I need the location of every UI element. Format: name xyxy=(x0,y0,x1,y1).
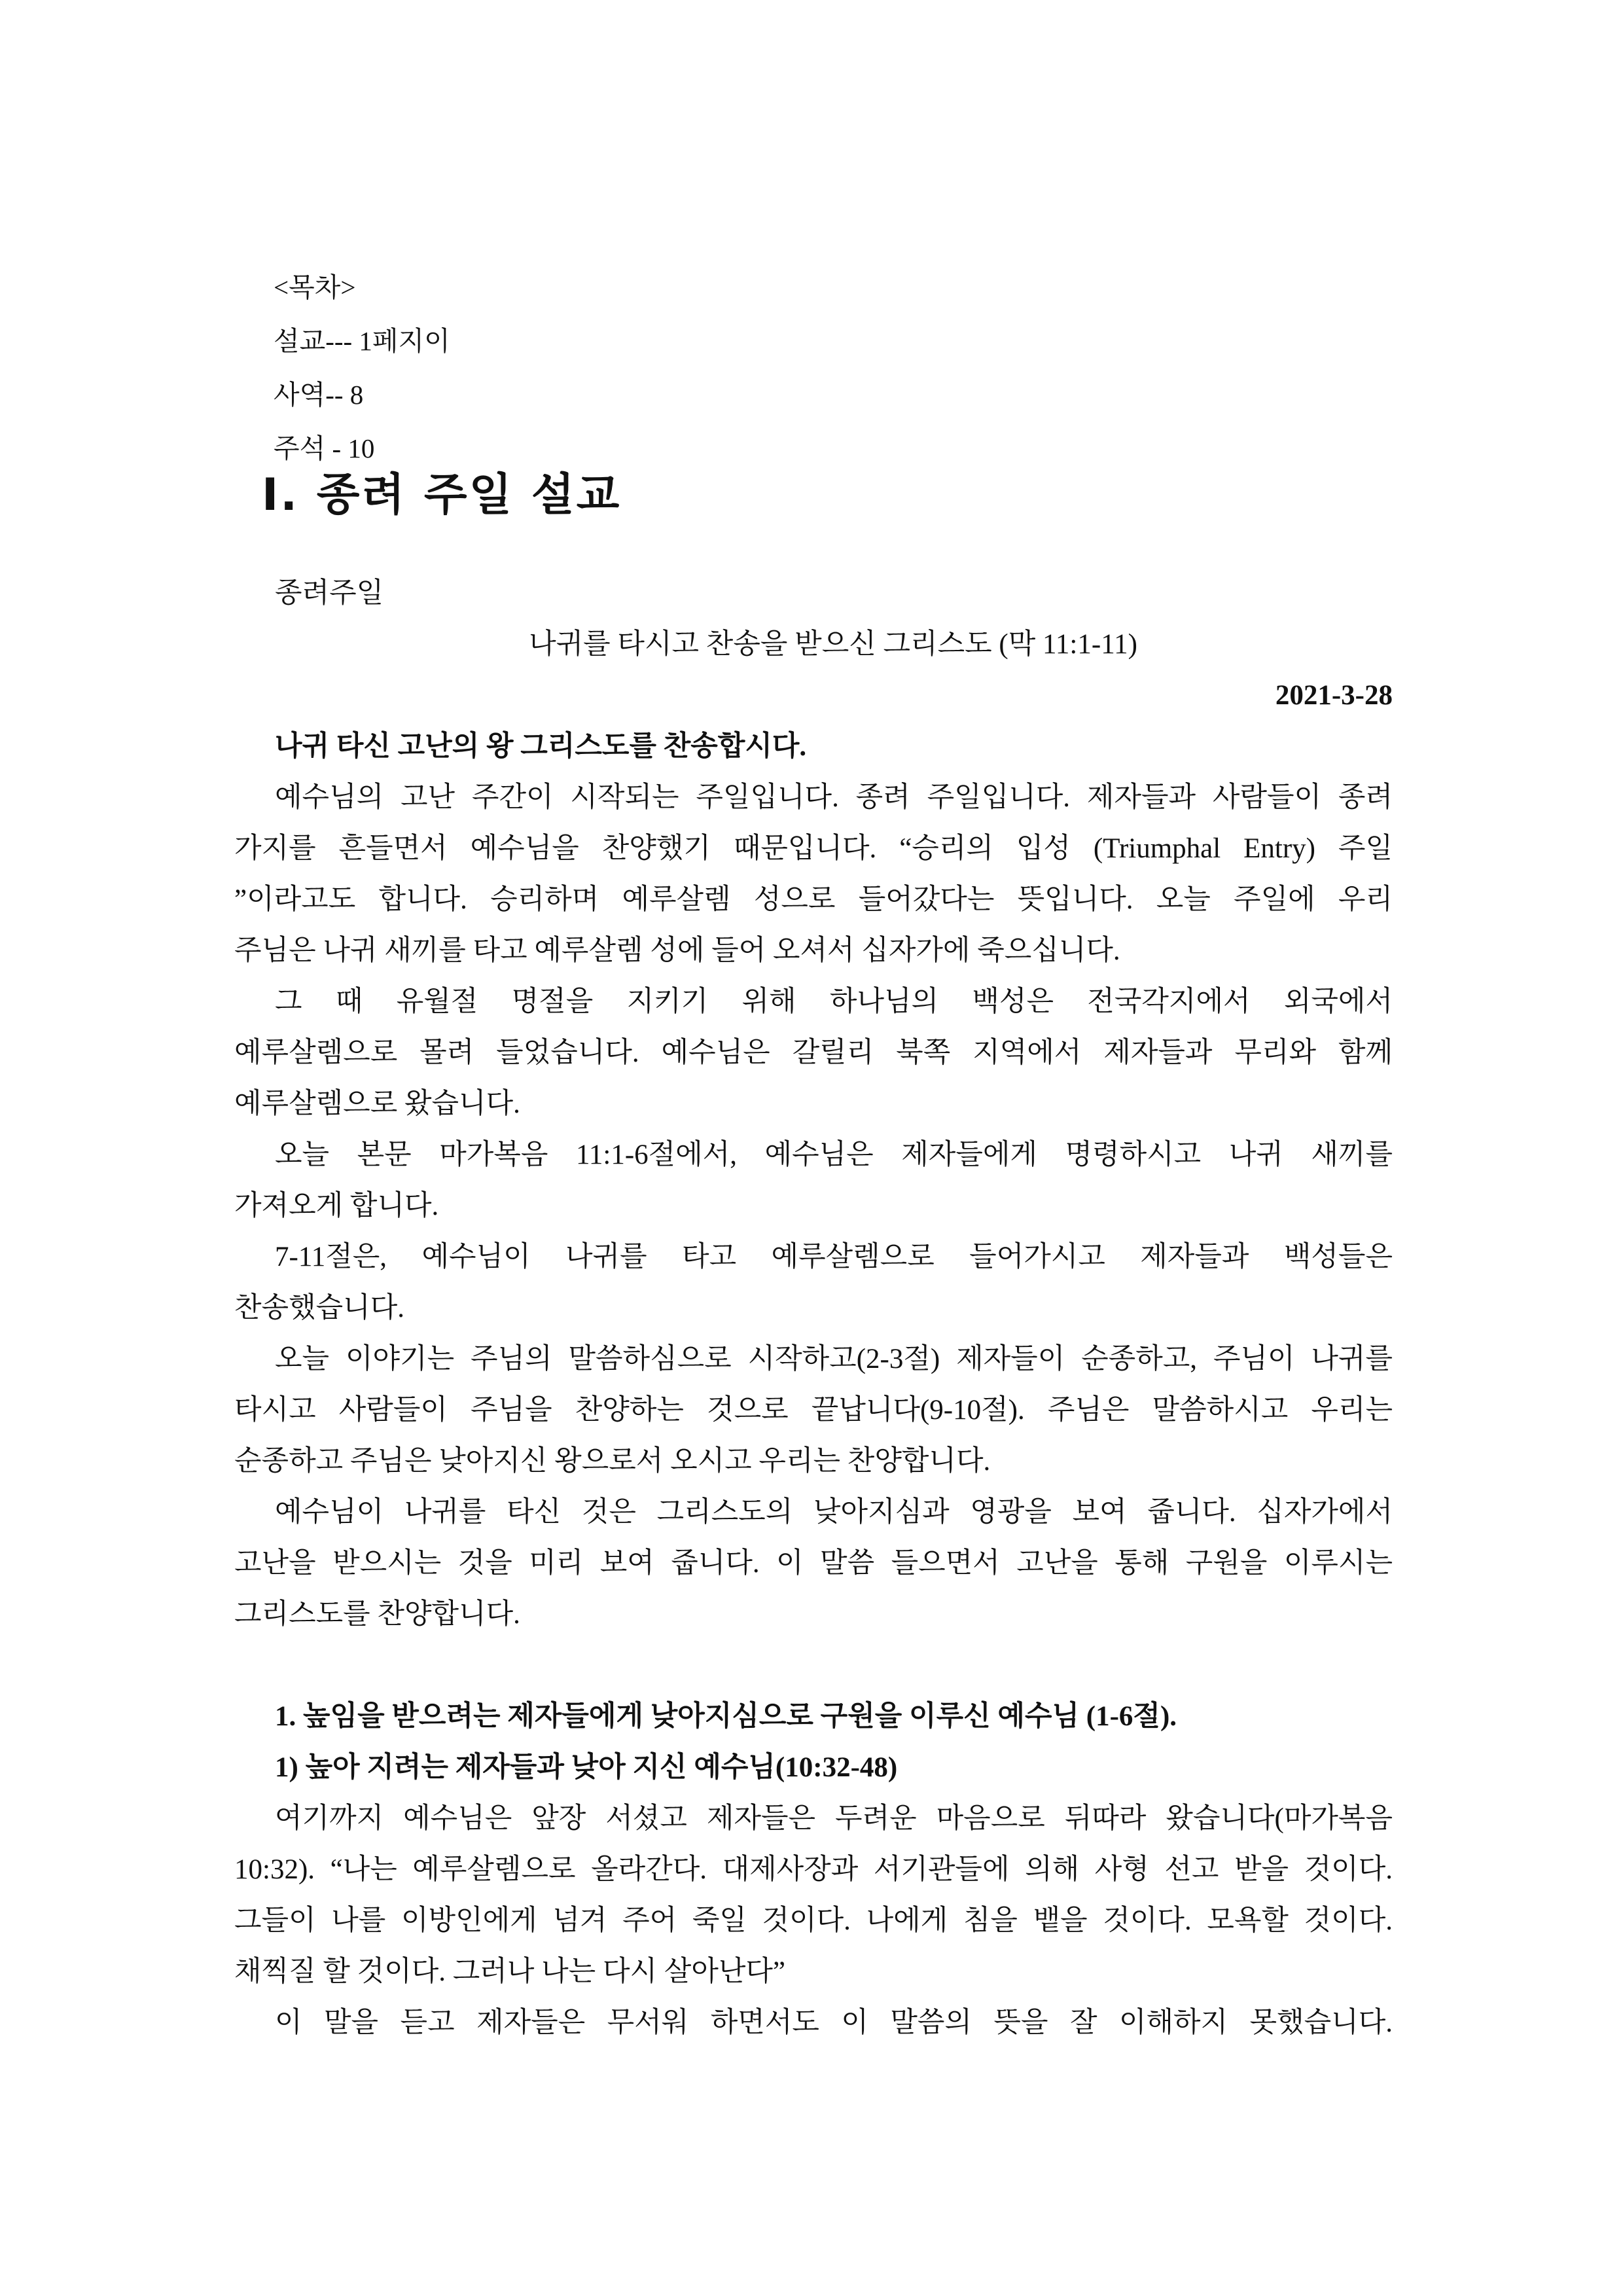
paragraph-line: 채찍질 할 것이다. 그러나 나는 다시 살아난다” xyxy=(234,1956,786,1987)
sermon-occasion: 종려주일 xyxy=(275,578,384,609)
paragraph-line: 순종하고 주님은 낮아지신 왕으로서 오시고 우리는 찬양합니다. xyxy=(234,1446,991,1477)
sermon-body xyxy=(234,568,1393,2049)
toc-item-notes: 주석 - 10 xyxy=(274,433,375,463)
paragraph-line: 가져오게 합니다. xyxy=(234,1191,439,1221)
sermon-title: 나귀를 타시고 찬송을 받으신 그리스도 (막 11:1-11) xyxy=(529,629,1137,660)
toc-item-sermon: 설교--- 1페지이 xyxy=(274,326,450,356)
paragraph-line: 예루살렘으로 몰려 들었습니다. 예수님은 갈릴리 북쪽 지역에서 제자들과 무리와 함께 xyxy=(234,1037,1393,1068)
section-heading: I. 종려 주일 설교 xyxy=(262,469,622,521)
paragraph-gap xyxy=(234,1640,1393,1691)
paragraph-line: 예루살렘으로 왔습니다. xyxy=(234,1088,520,1119)
paragraph-line: 그들이 나를 이방인에게 넘겨 주어 죽일 것이다. 나에게 침을 뱉을 것이다. 모욕할 것이다. xyxy=(234,1905,1393,1936)
paragraph-line: 찬송했습니다. xyxy=(234,1293,404,1323)
paragraph-line: 예수님이 나귀를 타신 것은 그리스도의 낮아지심과 영광을 보여 줍니다. 십자가에서 xyxy=(275,1497,1393,1528)
paragraph-line: 여기까지 예수님은 앞장 서셨고 제자들은 두려운 마음으로 뒤따라 왔습니다(마가복음 xyxy=(275,1803,1393,1834)
sermon-subtitle: 나귀 타신 고난의 왕 그리스도를 찬송합시다. xyxy=(275,731,807,762)
toc-item-translation: 사역-- 8 xyxy=(274,380,364,410)
paragraph-line: 그 때 유월절 명절을 지키기 위해 하나님의 백성은 전국각지에서 외국에서 xyxy=(275,986,1393,1017)
paragraph-line: 이 말을 듣고 제자들은 무서워 하면서도 이 말씀의 뜻을 잘 이해하지 못했습니다. xyxy=(275,2007,1393,2038)
section-1-subtitle: 1) 높아 지려는 제자들과 낮아 지신 예수님(10:32-48) xyxy=(275,1752,898,1783)
paragraph-line: 예수님의 고난 주간이 시작되는 주일입니다. 종려 주일입니다. 제자들과 사람들이 종려 xyxy=(275,782,1393,813)
table-of-contents xyxy=(274,260,1321,475)
toc-title: <목차> xyxy=(274,272,356,302)
paragraph-line: 7-11절은, 예수님이 나귀를 타고 예루살렘으로 들어가시고 제자들과 백성들은 xyxy=(275,1242,1393,1272)
sermon-date: 2021-3-28 xyxy=(1275,680,1393,711)
paragraph-line: 오늘 본문 마가복음 11:1-6절에서, 예수님은 제자들에게 명령하시고 나귀 새끼를 xyxy=(275,1139,1393,1170)
paragraph-line: 그리스도를 찬양합니다. xyxy=(234,1599,520,1630)
paragraph-line: 가지를 흔들면서 예수님을 찬양했기 때문입니다. “승리의 입성 (Triumphal Entry) 주일 xyxy=(234,833,1393,864)
paragraph-line: 주님은 나귀 새끼를 타고 예루살렘 성에 들어 오셔서 십자가에 죽으십니다. xyxy=(234,935,1120,966)
section-1-title: 1. 높임을 받으려는 제자들에게 낮아지심으로 구원을 이루신 예수님 (1-6절). xyxy=(275,1701,1177,1732)
paragraph-line: 고난을 받으시는 것을 미리 보여 줍니다. 이 말씀 들으면서 고난을 통해 구원을 이루시는 xyxy=(234,1548,1393,1579)
paragraph-line: ”이라고도 합니다. 승리하며 예루살렘 성으로 들어갔다는 뜻입니다. 오늘 주일에 우리 xyxy=(234,884,1393,915)
paragraph-line: 10:32). “나는 예루살렘으로 올라간다. 대제사장과 서기관들에 의해 사형 선고 받을 것이다. xyxy=(234,1854,1393,1885)
paragraph-line: 타시고 사람들이 주님을 찬양하는 것으로 끝납니다(9-10절). 주님은 말씀하시고 우리는 xyxy=(234,1395,1393,1426)
paragraph-line: 오늘 이야기는 주님의 말씀하심으로 시작하고(2-3절) 제자들이 순종하고, 주님이 나귀를 xyxy=(275,1344,1393,1374)
